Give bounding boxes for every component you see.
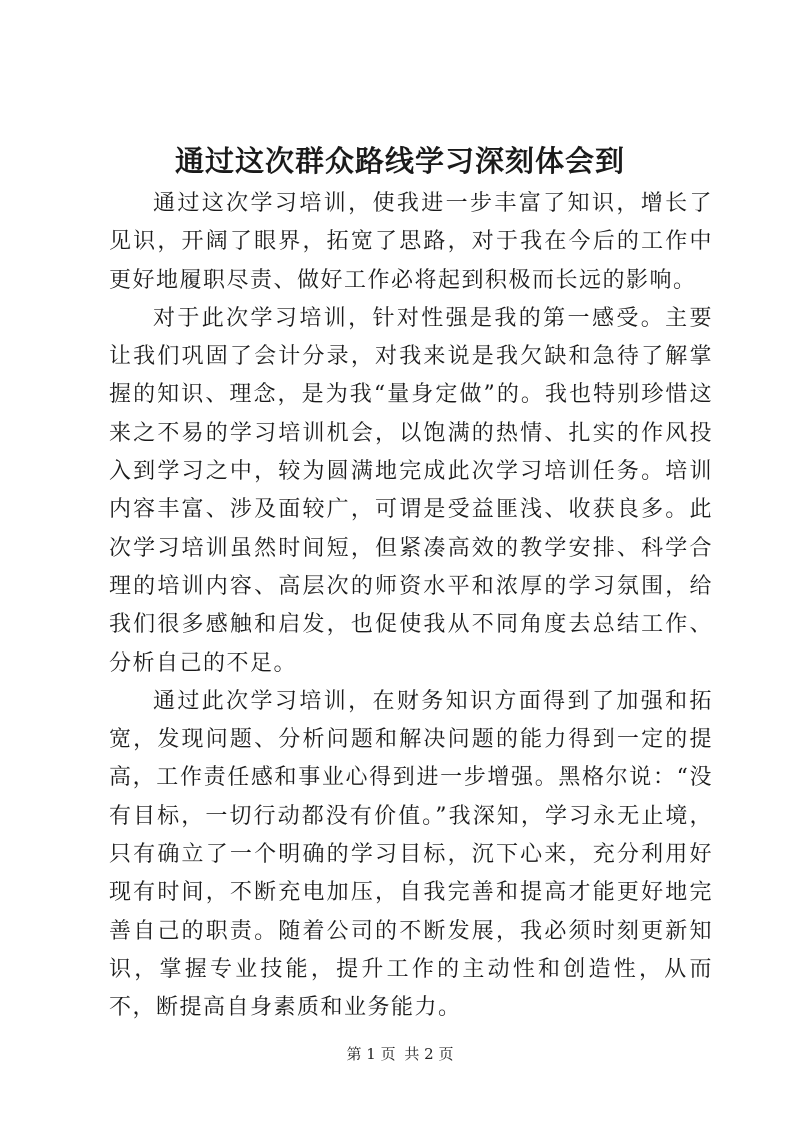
paragraph-2: 对于此次学习培训，针对性强是我的第一感受。主要让我们巩固了会计分录，对我来说是我欠缺和急待了解掌握的知识、理念，是为我“量身定做”的。我也特别珍惜这来之不易的学习培训机会，以饱满的热情、扎实的作风投入到学习之中，较为圆满地完成此次学习培训任务。培训内容丰富、涉及面较广，可谓是受益匪浅、收获良多。此次学习培训虽然时间短，但紧凑高效的教学安排、科学合理的培训内容、高层次的师资水平和浓厚的学习氛围，给我们很多感触和启发，也促使我从不同角度去总结工作、分析自己的不足。 bbox=[109, 305, 713, 676]
document-body bbox=[109, 185, 713, 1028]
page-total: 共 2 页 bbox=[404, 1045, 454, 1063]
document-title: 通过这次群众路线学习深刻体会到 bbox=[174, 144, 625, 178]
paragraph-1: 通过这次学习培训，使我进一步丰富了知识，增长了见识，开阔了眼界，拓宽了思路，对于我在今后的工作中更好地履职尽责、做好工作必将起到积极而长远的影响。 bbox=[109, 191, 713, 293]
page-number: 第 1 页 bbox=[346, 1045, 396, 1063]
paragraph-3: 通过此次学习培训，在财务知识方面得到了加强和拓宽，发现问题、分析问题和解决问题的能力得到一定的提高，工作责任感和事业心得到进一步增强。黑格尔说：“没有目标，一切行动都没有价值。”我深知，学习永无止境，只有确立了一个明确的学习目标，沉下心来，充分利用好现有时间，不断充电加压，自我完善和提高才能更好地完善自己的职责。随着公司的不断发展，我必须时刻更新知识，掌握专业技能，提升工作的主动性和创造性，从而不，断提高自身素质和业务能力。 bbox=[109, 688, 713, 1021]
page-footer bbox=[0, 1044, 800, 1064]
